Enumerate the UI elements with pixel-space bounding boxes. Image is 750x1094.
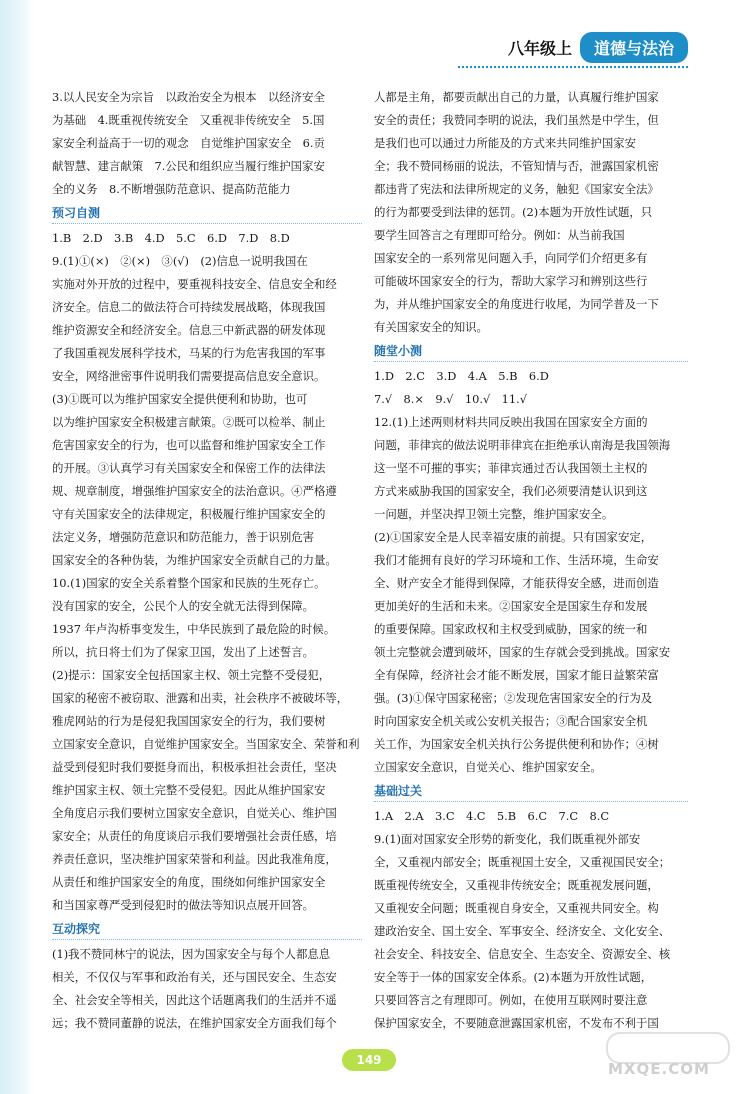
text-line: 相关，不仅仅与军事和政治有关，还与国民安全、生态安: [52, 970, 337, 984]
section-title-preview-test: 预习自测: [52, 203, 362, 224]
text-line: 强。(3)①保守国家秘密；②发现危害国家安全的行为及: [374, 691, 653, 705]
text-line: 又重视安全问题；既重视自身安全，又重视共同安全。构: [374, 901, 659, 915]
text-line: 全角度启示我们要树立国家安全意识，自觉关心、维护国: [52, 806, 337, 820]
text-line: 可能破坏国家安全的行为，帮助大家学习和辨别这些行: [374, 274, 648, 288]
text-line: 维护国家主权、领土完整不受侵犯。因此从维护国家安: [52, 783, 326, 797]
text-line: 1.A 2.A 3.C 4.C 5.B 6.C 7.C 8.C: [374, 809, 610, 823]
text-line: 献智慧、建言献策 7.公民和组织应当履行维护国家安: [52, 159, 325, 173]
text-line: 社会安全、科技安全、信息安全、生态安全、资源安全、核: [374, 947, 671, 961]
text-line: 领土完整就会遭到破坏，国家的生存就会受到挑战。国家安: [374, 645, 671, 659]
section-title-basic-mastery: 基础过关: [374, 781, 688, 802]
text-line: 只要回答言之有理即可。例如，在使用互联网时要注意: [374, 993, 648, 1007]
text-line: 一问题，并坚决捍卫领土完整，维护国家安全。: [374, 507, 614, 521]
text-line: 了我国重视发展科学技术，马某的行为危害我国的军事: [52, 346, 326, 360]
text-line: 的重要保障。国家政权和主权受到威胁，国家的统一和: [374, 622, 648, 636]
text-line: 的行为都要受到法律的惩罚。(2)本题为开放性试题，只: [374, 205, 653, 219]
text-line: 1.B 2.D 3.B 4.D 5.C 6.D 7.D 8.D: [52, 231, 290, 245]
left-column: [52, 86, 362, 1035]
text-line: 国家的秘密不被窃取、泄露和出卖，社会秩序不被破坏等，: [52, 691, 349, 705]
text-line: 维护资源安全和经济安全。信息三中新武器的研发体现: [52, 323, 326, 337]
text-line: 全、社会安全等相关，因此这个话题离我们的生活并不遥: [52, 993, 337, 1007]
text-line: 全；我不赞同杨丽的说法，不管知情与否，泄露国家机密: [374, 159, 659, 173]
text-line: 关工作，为国家安全机关执行公务提供便利和协作；④树: [374, 737, 659, 751]
text-line: 7.√ 8.× 9.√ 10.√ 11.√: [374, 392, 527, 406]
preview-test-block: [52, 227, 362, 917]
text-line: 立国家安全意识，自觉关心、维护国家安全。: [374, 760, 602, 774]
text-line: 家安全利益高于一切的观念 自觉维护国家安全 6.贡: [52, 136, 325, 150]
text-line: 1.D 2.C 3.D 4.A 5.B 6.D: [374, 369, 549, 383]
text-line: 国家安全的各种伪装，为维护国家安全贡献自己的力量。: [52, 553, 337, 567]
text-line: 要学生回答言之有理即可给分。例如：从当前我国: [374, 228, 625, 242]
text-line: 为基础 4.既重视传统安全 又重视非传统安全 5.国: [52, 113, 325, 127]
text-line: 法定义务，增强防范意识和防范能力，善于识别危害: [52, 530, 314, 544]
text-line: 9.(1)①(×) ②(×) ③(√) (2)信息一说明我国在: [52, 254, 308, 268]
text-line: 安全的责任；我赞同李明的说法，我们虽然是中学生，但: [374, 113, 659, 127]
basic-mastery-block: [374, 805, 688, 1035]
text-line: 规、规章制度，增强维护国家安全的法治意识。④严格遵: [52, 484, 337, 498]
right-intro-block: [374, 86, 688, 339]
text-line: 1937 年卢沟桥事变发生，中华民族到了最危险的时候。: [52, 622, 336, 636]
section-title-class-quiz: 随堂小测: [374, 341, 688, 362]
text-line: 既重视传统安全，又重视非传统安全；既重视发展问题，: [374, 878, 659, 892]
text-line: 安全，网络泄密事件说明我们需要提高信息安全意识。: [52, 369, 326, 383]
text-line: 这一坚不可摧的事实；菲律宾通过否认我国领土主权的: [374, 461, 648, 475]
text-line: 所以，抗日将士们为了保家卫国，发出了上述誓言。: [52, 645, 314, 659]
text-line: 安全等于一体的国家安全体系。(2)本题为开放性试题，: [374, 970, 653, 984]
page-edge-strip: [0, 0, 34, 1094]
text-line: 保护国家安全，不要随意泄露国家机密，不发布不利于国: [374, 1016, 659, 1030]
text-line: (2)①国家安全是人民幸福安康的前提。只有国家安定，: [374, 530, 653, 544]
right-column: [374, 86, 688, 1035]
text-line: 没有国家的安全，公民个人的安全就无法得到保障。: [52, 599, 314, 613]
text-line: 养责任意识，坚决维护国家荣誉和利益。因此我准角度，: [52, 852, 337, 866]
text-line: 方式来威胁我国的国家安全，我们必须要清楚认识到这: [374, 484, 648, 498]
text-line: 12.(1)上述两则材料共同反映出我国在国家安全方面的: [374, 415, 648, 429]
text-line: 我们才能拥有良好的学习环境和工作、生活环境，生命安: [374, 553, 659, 567]
class-quiz-block: [374, 365, 688, 779]
text-line: 有关国家安全的知识。: [374, 320, 488, 334]
header-divider: [458, 66, 688, 68]
text-line: 9.(1)面对国家安全形势的新变化，我们既重视外部安: [374, 832, 641, 846]
text-line: 是我们也可以通过力所能及的方式来共同维护国家安: [374, 136, 636, 150]
page-number-badge: 149: [342, 1049, 396, 1071]
text-line: 全有保障，经济社会才能不断发展，国家才能日益繁荣富: [374, 668, 659, 682]
text-line: 从责任和维护国家安全的角度，围绕如何维护国家安全: [52, 875, 326, 889]
text-line: 时向国家安全机关或公安机关报告；③配合国家安全机: [374, 714, 648, 728]
text-line: 为，并从维护国家安全的角度进行收尾，为同学普及一下: [374, 297, 659, 311]
text-line: 危害国家安全的行为，也可以监督和维护国家安全工作: [52, 438, 326, 452]
interactive-inquiry-block: [52, 943, 362, 1035]
watermark-logo: [600, 1030, 730, 1086]
text-line: 益受到侵犯时我们要挺身而出，积极承担社会责任，坚决: [52, 760, 337, 774]
page-header: [508, 30, 688, 64]
text-line: (2)提示：国家安全包括国家主权、领土完整不受侵犯，: [52, 668, 331, 682]
left-intro-block: [52, 86, 362, 201]
section-title-interactive-inquiry: 互动探究: [52, 919, 362, 940]
subject-badge: 道德与法治: [580, 32, 688, 63]
text-line: 家安全；从责任的角度谈启示我们要增强社会责任感，培: [52, 829, 337, 843]
text-line: 3.以人民安全为宗旨 以政治安全为根本 以经济安全: [52, 90, 325, 104]
text-line: 立国家安全意识，自觉维护国家安全。当国家安全、荣誉和利: [52, 737, 360, 751]
text-line: 以为维护国家安全积极建言献策。②既可以检举、制止: [52, 415, 326, 429]
text-line: 雅虎网站的行为是侵犯我国国家安全的行为，我们要树: [52, 714, 326, 728]
text-line: 更加美好的生活和未来。②国家安全是国家生存和发展: [374, 599, 648, 613]
text-line: (1)我不赞同林宁的说法，因为国家安全与每个人都息息: [52, 947, 331, 961]
text-line: 守有关国家安全的法律规定，积极履行维护国家安全的: [52, 507, 326, 521]
text-line: 建政治安全、国土安全、军事安全、经济安全、文化安全、: [374, 924, 671, 938]
text-line: 实施对外开放的过程中，要重视科技安全、信息安全和经: [52, 277, 337, 291]
text-line: 问题，菲律宾的做法说明菲律宾在拒绝承认南海是我国领海: [374, 438, 671, 452]
text-line: 济安全。信息二的做法符合可持续发展战略，体现我国: [52, 300, 326, 314]
text-line: 全的义务 8.不断增强防范意识、提高防范能力: [52, 182, 291, 196]
text-line: 人都是主角，都要贡献出自己的力量，认真履行维护国家: [374, 90, 659, 104]
grade-label: 八年级上: [507, 38, 572, 58]
text-line: 全、财产安全才能得到保障，才能获得安全感，进而创造: [374, 576, 659, 590]
text-line: 10.(1)国家的安全关系着整个国家和民族的生死存亡。: [52, 576, 326, 590]
text-line: 都违背了宪法和法律所规定的义务，触犯《国家安全法》: [374, 182, 659, 196]
text-line: 国家安全的一系列常见问题入手，向同学们介绍更多有: [374, 251, 648, 265]
watermark-text: MXQE.COM: [608, 1060, 710, 1078]
text-line: 全，又重视内部安全；既重视国土安全，又重视国民安全；: [374, 855, 671, 869]
text-line: 远；我不赞同董静的说法，在维护国家安全方面我们每个: [52, 1016, 337, 1030]
text-line: 和当国家尊严受到侵犯时的做法等知识点展开回答。: [52, 898, 314, 912]
text-line: 的开展。③认真学习有关国家安全和保密工作的法律法: [52, 461, 326, 475]
text-line: (3)①既可以为维护国家安全提供便利和协助，也可: [52, 392, 308, 406]
